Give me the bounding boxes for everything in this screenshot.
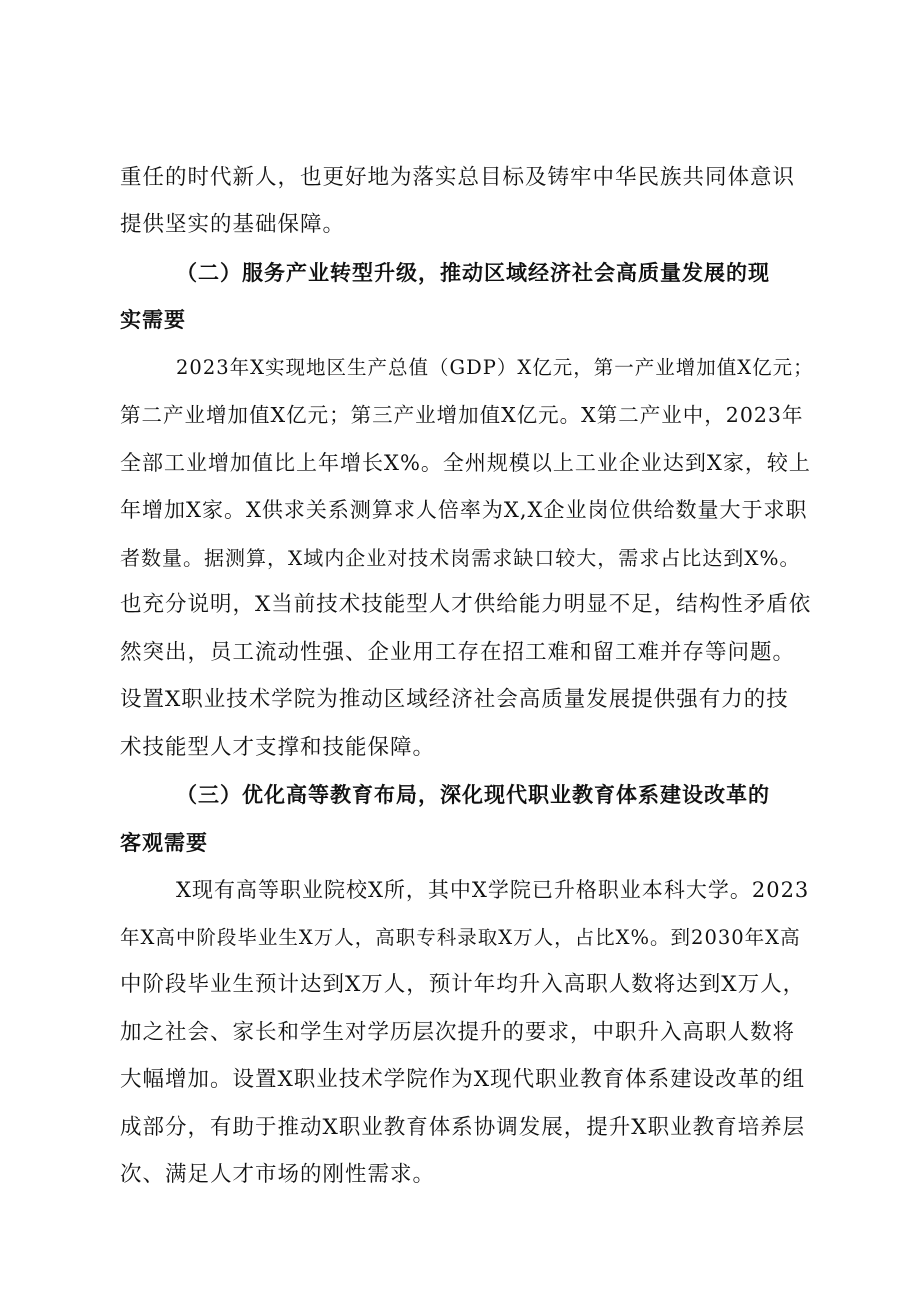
paragraph-line: 年X高中阶段毕业生X万人，高职专科录取X万人，占比X%。到2030年X高 xyxy=(120,926,801,949)
paragraph-line: 者数量。据测算，X域内企业对技术岗需求缺口较大，需求占比达到X%。 xyxy=(120,546,801,570)
paragraph-line: 次、满足人才市场的刚性需求。 xyxy=(120,1162,436,1187)
paragraph-line: 年增加X家。X供求关系测算求人倍率为X,X企业岗位供给数量大于求职 xyxy=(120,498,808,522)
paragraph-line: 大幅增加。设置X职业技术学院作为X现代职业教育体系建设改革的组 xyxy=(120,1067,806,1092)
paragraph-line: 也充分说明，X当前技术技能型人才供给能力明显不足，结构性矛盾依 xyxy=(120,592,812,617)
section-heading-2: （二）服务产业转型升级，推动区域经济社会高质量发展的现 xyxy=(176,261,770,285)
paragraph-line: 加之社会、家长和学生对学历层次提升的要求，中职升入高职人数将 xyxy=(120,1020,796,1045)
section-heading-3: （三）优化高等教育布局，深化现代职业教育体系建设改革的 xyxy=(176,783,770,807)
paragraph-line: X现有高等职业院校X所，其中X学院已升格职业本科大学。2023 xyxy=(176,878,810,902)
paragraph-line: 术技能型人才支撑和技能保障。 xyxy=(120,735,436,760)
paragraph-line: 第二产业增加值X亿元；第三产业增加值X亿元。X第二产业中，2023年 xyxy=(120,403,804,427)
paragraph-line: 2023年X实现地区生产总值（GDP）X亿元，第一产业增加值X亿元； xyxy=(176,356,814,379)
section-heading-3-cont: 客观需要 xyxy=(120,831,208,855)
paragraph-line: 设置X职业技术学院为推动区域经济社会高质量发展提供强有力的技 xyxy=(120,687,789,712)
paragraph-line: 重任的时代新人，也更好地为落实总目标及铸牢中华民族共同体意识 xyxy=(120,165,796,190)
paragraph-line: 然突出，员工流动性强、企业用工存在招工难和留工难并存等问题。 xyxy=(120,640,796,665)
paragraph-line: 全部工业增加值比上年增长X%。全州规模以上工业企业达到X家，较上 xyxy=(120,451,811,475)
section-heading-2-cont: 实需要 xyxy=(120,308,186,332)
paragraph-line: 提供坚实的基础保障。 xyxy=(120,212,346,237)
paragraph-line: 成部分，有助于推动X职业教育体系协调发展，提升X职业教育培养层 xyxy=(120,1115,806,1140)
paragraph-line: 中阶段毕业生预计达到X万人，预计年均升入高职人数将达到X万人， xyxy=(120,972,806,997)
